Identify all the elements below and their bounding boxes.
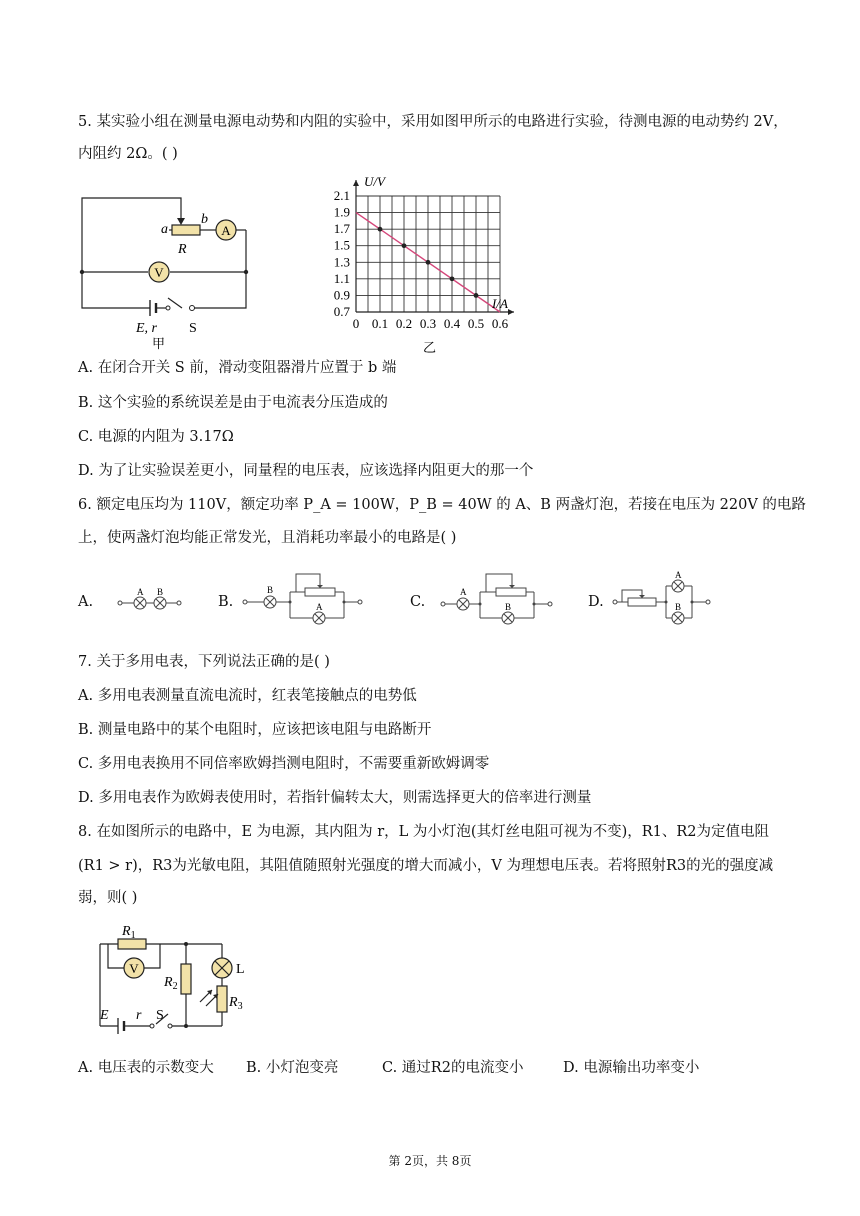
svg-text:R2: $R_2$ [164,975,178,992]
svg-text:A: A [675,570,682,580]
x-tick-label: 0.2 [395,316,413,331]
q8-option-a: A. 电压表的示数变大 [78,1060,214,1076]
svg-text:R1: $R_1$ [122,924,136,941]
svg-text:B: B [505,602,512,612]
q5-option-d: D. 为了让实验误差更小，同量程的电压表，应该选择内阻更大的那一个 [78,463,534,479]
q6-option-b-label: B. [218,594,234,610]
q5-option-a: A. 在闭合开关 S 前，滑动变阻器滑片应置于 b 端 [78,360,397,376]
q6-stem-line1: 6. 额定电压均为 110V，额定功率 P_A = 100W，P_B = 40W 的 A、B 两盏灯泡，若接在电压为 220V 的电路 [78,497,806,513]
x-tick-label: 0.4 [443,316,461,331]
svg-text:V: V [129,961,139,976]
circuit-option-a [115,585,185,615]
svg-text:B: B [157,587,164,597]
q7-option-d: D. 多用电表作为欧姆表使用时，若指针偏转太大，则需选择更大的倍率进行测量 [78,790,592,806]
q6-option-a-label: A. [78,594,94,610]
svg-text:A: A [460,587,467,597]
y-axis-arrow [353,180,359,186]
label-R: R [178,242,187,257]
q6-option-c-label: C. [410,594,426,610]
y-tick-label: 0.9 [333,287,350,303]
label-a: a [161,222,168,237]
caption-jia: 甲 [152,336,166,350]
q6-option-d-label: D. [588,594,604,610]
x-tick-label: 0.3 [419,316,437,331]
y-tick-label: 1.1 [333,270,350,286]
q7-option-a: A. 多用电表测量直流电流时，红表笔接触点的电势低 [78,688,417,704]
data-point [378,227,383,232]
data-point [474,293,479,298]
q8-option-d: D. 电源输出功率变小 [563,1060,700,1076]
circuit-option-b [240,568,370,626]
q5-stem-line1: 5. 某实验小组在测量电源电动势和内阻的实验中，采用如图甲所示的电路进行实验，待测电源的电动势约 2V， [78,114,788,130]
y-tick-label: 1.5 [333,237,350,253]
q8-stem-line3: 弱，则( ) [78,890,138,906]
caption-yi: 乙 [423,340,437,355]
svg-text:A: A [316,602,323,612]
x-axis-arrow [508,309,514,315]
voltmeter-label: V [154,265,164,280]
y-tick-label: 1.7 [333,221,350,237]
svg-text:S: S [156,1008,164,1023]
svg-text:R3: $R_3$ [229,995,243,1012]
y-axis-label: U/V [364,174,385,189]
q5-stem-line2: 内阻约 2Ω。( ) [78,146,178,162]
q5-option-b: B. 这个实验的系统误差是由于电流表分压造成的 [78,395,388,411]
q7-option-c: C. 多用电表换用不同倍率欧姆挡测电阻时，不需要重新欧姆调零 [78,756,490,772]
q8-option-c: C. 通过R2的电流变小 [382,1060,524,1076]
circuit-option-d [610,570,720,630]
label-b: b [201,212,208,227]
y-tick-label: 0.7 [333,304,350,319]
x-tick-label: 0.5 [467,316,485,331]
page-footer: 第 2页，共 8页 [388,1154,472,1168]
x-tick-label: 0 [352,316,360,331]
label-Er: E, r [136,321,157,336]
label-S: S [189,321,197,336]
ammeter-label: A [221,223,231,238]
q7-option-b: B. 测量电路中的某个电阻时，应该把该电阻与电路断开 [78,722,432,738]
circuit-jia [74,190,264,350]
q5-option-c: C. 电源的内阻为 3.17Ω [78,429,234,445]
x-axis-label: I/A [492,296,508,311]
svg-text:B: B [267,585,274,595]
q8-stem-line1: 8. 在如图所示的电路中，E 为电源，其内阻为 r，L 为小灯泡(其灯丝电阻可视为不变)，R1、R2为定值电阻 [78,824,770,840]
q6-stem-line2: 上，使两盏灯泡均能正常发光，且消耗功率最小的电路是( ) [78,530,457,546]
svg-text:E: E [100,1008,109,1023]
svg-text:L: L [236,962,245,977]
chart-u-i [320,172,540,357]
x-tick-label: 0.6 [491,316,509,331]
data-point [426,260,431,265]
svg-text:B: B [675,602,682,612]
svg-text:A: A [137,587,144,597]
x-tick-label: 0.1 [371,316,389,331]
y-tick-label: 1.3 [333,254,350,270]
svg-text:r: r [136,1008,142,1023]
q8-stem-line2: (R1 > r)，R3为光敏电阻，其阻值随照射光强度的增大而减小，V 为理想电压表。若将照射R3的光的强度减 [78,858,774,874]
circuit-q8 [88,918,268,1043]
y-tick-label: 1.9 [333,204,350,220]
data-point [450,276,455,281]
data-point [402,243,407,248]
y-tick-label: 2.1 [333,188,350,203]
q8-option-b: B. 小灯泡变亮 [246,1060,339,1076]
q7-stem: 7. 关于多用电表，下列说法正确的是( ) [78,654,330,670]
circuit-option-c [438,570,568,628]
